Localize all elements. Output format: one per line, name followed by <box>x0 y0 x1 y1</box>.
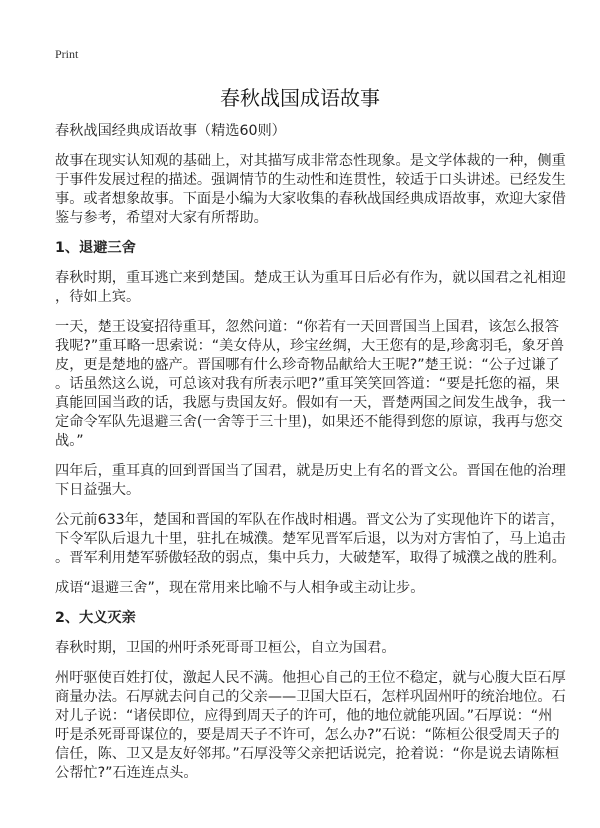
text-line: 春秋时期，卫国的州吁杀死哥哥卫桓公，自立为国君。 <box>55 640 396 656</box>
text-line: 四年后，重耳真的回到晋国当了国君，就是历史上有名的晋文公。晋国在他的治理 <box>55 463 566 479</box>
paragraph <box>55 269 575 307</box>
text-line: 公帮忙?”石连连点头。 <box>55 765 198 781</box>
page-title: 春秋战国成语故事 <box>220 86 380 110</box>
text-line: 鉴与参考，希望对大家有所帮助。 <box>55 210 268 226</box>
document-body <box>55 122 575 794</box>
text-line: 战。” <box>55 433 84 449</box>
text-line: 商量办法。石厚就去问自己的父亲——卫国大臣石，怎样巩固州吁的统治地位。石 <box>55 689 566 705</box>
paragraph <box>55 462 575 500</box>
text-line: 春秋战国经典成语故事（精选60则） <box>55 123 286 139</box>
text-line: 皮，更是楚地的盛产。晋国哪有什么珍奇物品献给大王呢?”楚王说：“公子过谦了 <box>55 357 560 373</box>
paragraph <box>55 669 575 783</box>
text-line: 定命令军队先退避三舍(一舍等于三十里)，如果还不能得到您的原谅，我再与您交 <box>55 414 563 430</box>
text-line: 。晋军利用楚军骄傲轻敌的弱点，集中兵力，大破楚军，取得了城濮之战的胜利。 <box>55 550 566 566</box>
paragraph <box>55 511 575 568</box>
text-line: 事。或者想象故事。下面是小编为大家收集的春秋战国经典成语故事，欢迎大家借 <box>55 191 566 207</box>
text-line: 对儿子说：“诸侯即位，应得到周天子的许可，他的地位就能巩固。”石厚说：“州 <box>55 708 553 724</box>
text-line: 下日益强大。 <box>55 482 141 498</box>
text-line: 吁是杀死哥哥谋位的，要是周天子不许可，怎么办?”石说：“陈桓公很受周天子的 <box>55 727 560 743</box>
section-heading <box>55 609 575 628</box>
text-line: 一天，楚王设宴招待重耳，忽然问道：“你若有一天回晋国当上国君，该怎么报答 <box>55 319 559 335</box>
paragraph <box>55 152 575 228</box>
paragraph <box>55 122 575 141</box>
text-line: 成语“退避三舍”，现在常用来比喻不与人相争或主动让步。 <box>55 580 425 596</box>
text-line: 真能回国当政的话，我愿与贵国友好。假如有一天，晋楚两国之间发生战争，我一 <box>55 395 566 411</box>
text-line: 于事件发展过程的描述。强调情节的生动性和连贯性，较适于口头讲述。已经发生 <box>55 172 566 188</box>
text-line: ，待如上宾。 <box>55 289 141 305</box>
text-line: 州吁驱使百姓打仗，激起人民不满。他担心自己的王位不稳定，就与心腹大臣石厚 <box>55 670 566 686</box>
paragraph <box>55 318 575 451</box>
text-line: 信任，陈、卫又是友好邻邦。”石厚没等父亲把话说完，抢着说：“你是说去请陈桓 <box>55 746 560 762</box>
text-line: 1、退避三舍 <box>55 240 136 256</box>
print-link[interactable]: Print <box>55 47 79 61</box>
text-line: 我呢?”重耳略一思索说：“美女侍从，珍宝丝绸，大王您有的是,珍禽羽毛，象牙兽 <box>55 338 565 354</box>
paragraph <box>55 579 575 598</box>
text-line: 。话虽然这么说，可总该对我有所表示吧?”重耳笑笑回答道：“要是托您的福，果 <box>55 376 560 392</box>
text-line: 春秋时期，重耳逃亡来到楚国。楚成王认为重耳日后必有作为，就以国君之礼相迎 <box>55 270 566 286</box>
text-line: 公元前633年，楚国和晋国的军队在作战时相遇。晋文公为了实现他许下的诺言， <box>55 512 565 528</box>
section-heading <box>55 239 575 258</box>
text-line: 下令军队后退九十里，驻扎在城濮。楚军见晋军后退，以为对方害怕了，马上追击 <box>55 531 566 547</box>
text-line: 故事在现实认知观的基础上，对其描写成非常态性现象。是文学体裁的一种，侧重 <box>55 153 566 169</box>
paragraph <box>55 639 575 658</box>
text-line: 2、大义灭亲 <box>55 610 136 626</box>
